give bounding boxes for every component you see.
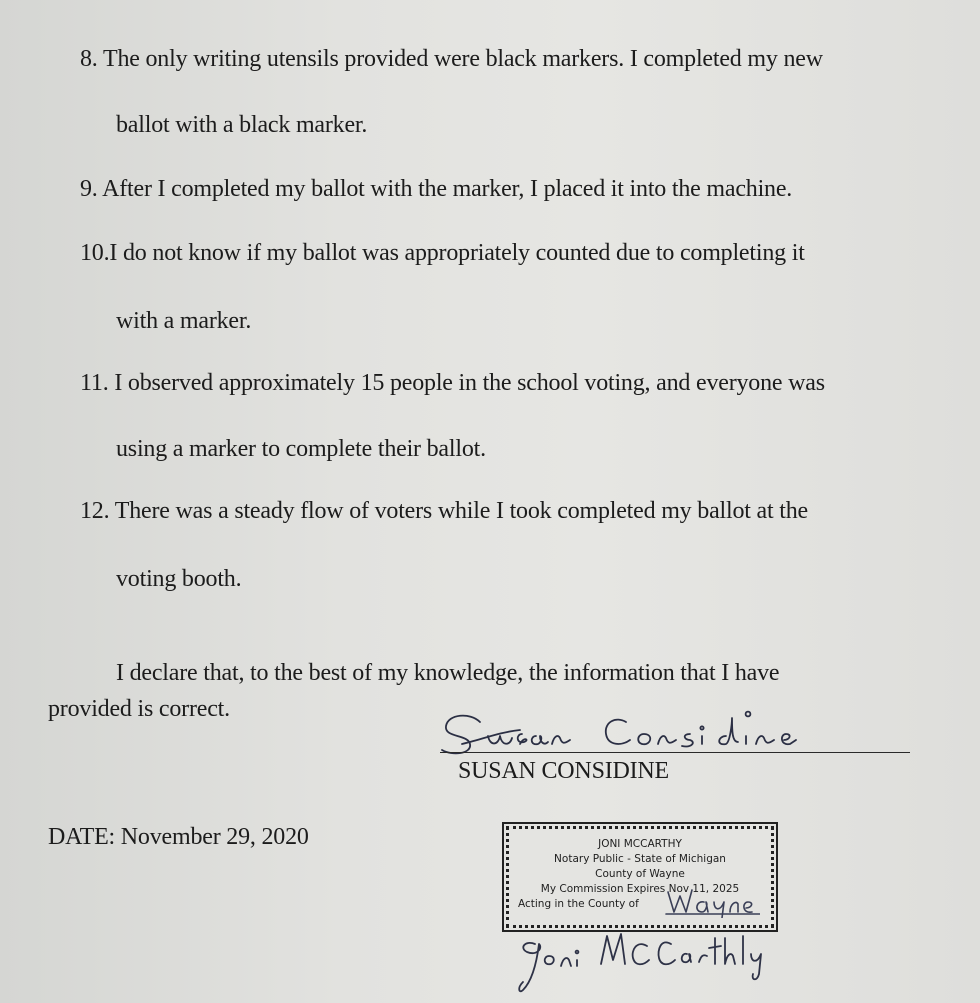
- signer-signature: [440, 700, 910, 760]
- item-12-line-1: [80, 498, 808, 525]
- item-8-line-2: ballot with a black marker.: [116, 112, 368, 138]
- acting-county-handwritten: [664, 884, 760, 918]
- notary-name: JONI MCCARTHY: [598, 838, 682, 850]
- item-11-line-2: using a marker to complete their ballot.: [116, 436, 486, 462]
- item-11-text: I observed approximately 15 people in the school voting, and everyone was: [114, 370, 825, 396]
- signature-line: [440, 752, 910, 753]
- item-8-line-1: [80, 46, 823, 73]
- item-10-text: I do not know if my ballot was appropriately counted due to completing it: [109, 240, 805, 266]
- declaration-line-1: I declare that, to the best of my knowledge, the information that I have: [116, 660, 780, 686]
- item-12-line-2: voting booth.: [116, 566, 242, 592]
- notary-title: Notary Public - State of Michigan: [554, 853, 726, 865]
- item-10-number: 10.: [80, 240, 110, 266]
- notary-county: County of Wayne: [595, 868, 685, 880]
- notary-acting: Acting in the County of: [518, 898, 639, 910]
- notary-expires: My Commission Expires Nov 11, 2025: [540, 883, 740, 895]
- item-9-text: After I completed my ballot with the marker, I placed it into the machine.: [102, 176, 793, 202]
- item-9-number: 9.: [80, 176, 98, 202]
- item-12-number: 12.: [80, 498, 110, 524]
- item-8-text: The only writing utensils provided were black markers. I completed my new: [102, 46, 823, 72]
- item-12-text: There was a steady flow of voters while I took completed my ballot at the: [114, 498, 808, 524]
- item-11-number: 11.: [80, 370, 109, 396]
- item-11-line-1: [80, 370, 825, 397]
- notary-signature: [515, 930, 795, 1000]
- item-8-number: 8.: [80, 46, 98, 72]
- item-10-line-2: with a marker.: [116, 308, 252, 334]
- signer-printed-name: SUSAN CONSIDINE: [458, 758, 670, 784]
- date-line: DATE: November 29, 2020: [48, 824, 309, 850]
- item-10-line-1: [80, 240, 805, 267]
- item-9-line-1: [80, 176, 792, 203]
- declaration-line-2: provided is correct.: [48, 696, 230, 722]
